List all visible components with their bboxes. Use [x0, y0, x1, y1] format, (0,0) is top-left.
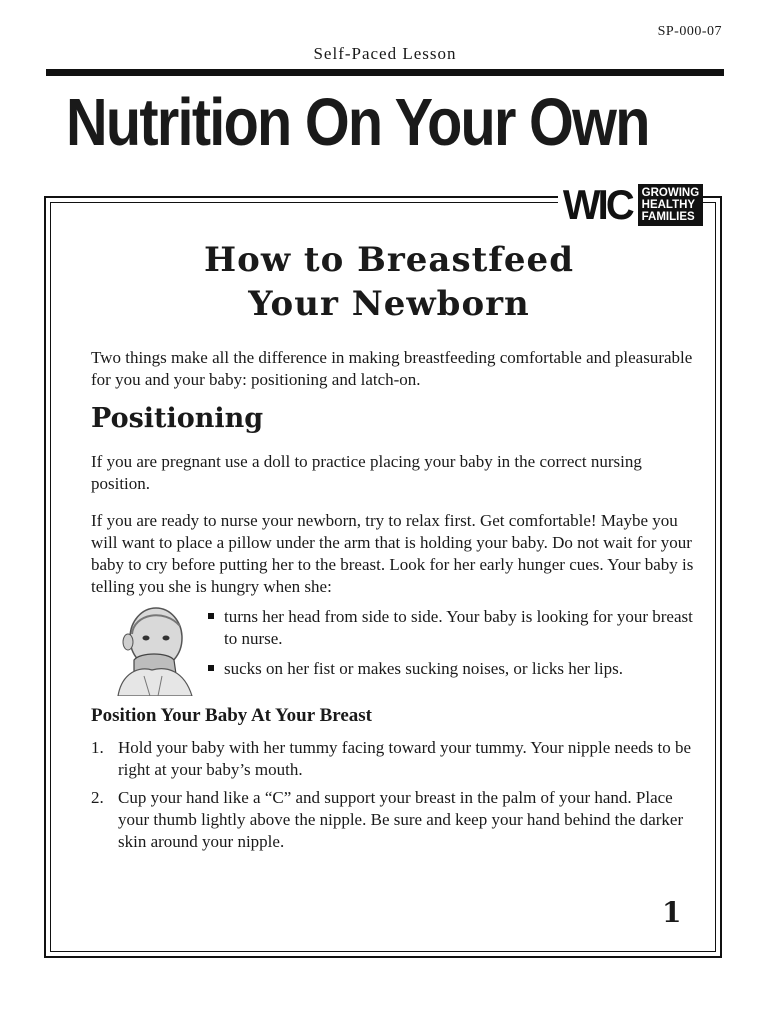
document-code: SP-000-07: [657, 24, 722, 39]
square-bullet-icon: [208, 665, 214, 671]
hunger-cues-list: [206, 606, 706, 688]
logo-mark: WIC: [562, 181, 632, 228]
lesson-title-line: How to Breastfeed: [204, 240, 574, 280]
step-text: Cup your hand like a “C” and support your breast in the palm of your hand. Place your thumb lightly above the nipple. Be sure and keep your hand behind the darker skin around your nipple.: [118, 788, 684, 851]
header-rule: [46, 69, 724, 76]
positioning-heading: Positioning: [91, 403, 264, 434]
positioning-paragraph: If you are ready to nurse your newborn, try to relax first. Get comfortable! Maybe you will want to place a pillow under the arm that is holding your baby. Do not wait for your baby to cry before putting her to the breast. Look for her early hunger cues. Your baby is telling you she is hungry when she:: [91, 511, 694, 596]
intro-paragraph: Two things make all the difference in making breastfeeding comfortable and pleasurable for you and your baby: positioning and latch-on.: [91, 348, 693, 389]
steps-list: [91, 737, 701, 859]
cue-text: turns her head from side to side. Your baby is looking for your breast to nurse.: [224, 607, 693, 648]
page-title: Nutrition On Your Own: [66, 85, 649, 160]
list-item: [206, 606, 706, 650]
lesson-title: [44, 238, 734, 326]
logo-tag-line: HEALTHY: [641, 199, 696, 211]
lesson-title-line: Your Newborn: [248, 284, 530, 324]
logo-tag-line: GROWING: [641, 187, 700, 199]
step-number: 2.: [91, 788, 104, 807]
list-item: [206, 658, 706, 680]
series-label: Self-Paced Lesson: [313, 44, 457, 63]
position-at-breast-heading: Position Your Baby At Your Breast: [91, 705, 372, 726]
cue-text: sucks on her fist or makes sucking noises, or licks her lips.: [224, 659, 623, 678]
baby-photo: [104, 604, 200, 696]
logo-tag-line: FAMILIES: [641, 211, 695, 223]
logo-tagline: [638, 184, 704, 226]
page-number: 1: [662, 896, 682, 929]
list-item: [91, 737, 701, 781]
square-bullet-icon: [208, 613, 214, 619]
wic-logo: [558, 180, 700, 230]
positioning-paragraph: If you are pregnant use a doll to practice placing your baby in the correct nursing position.: [91, 452, 642, 493]
step-text: Hold your baby with her tummy facing toward your tummy. Your nipple needs to be right at your baby’s mouth.: [118, 738, 692, 779]
list-item: [91, 787, 701, 853]
step-number: 1.: [91, 738, 104, 757]
